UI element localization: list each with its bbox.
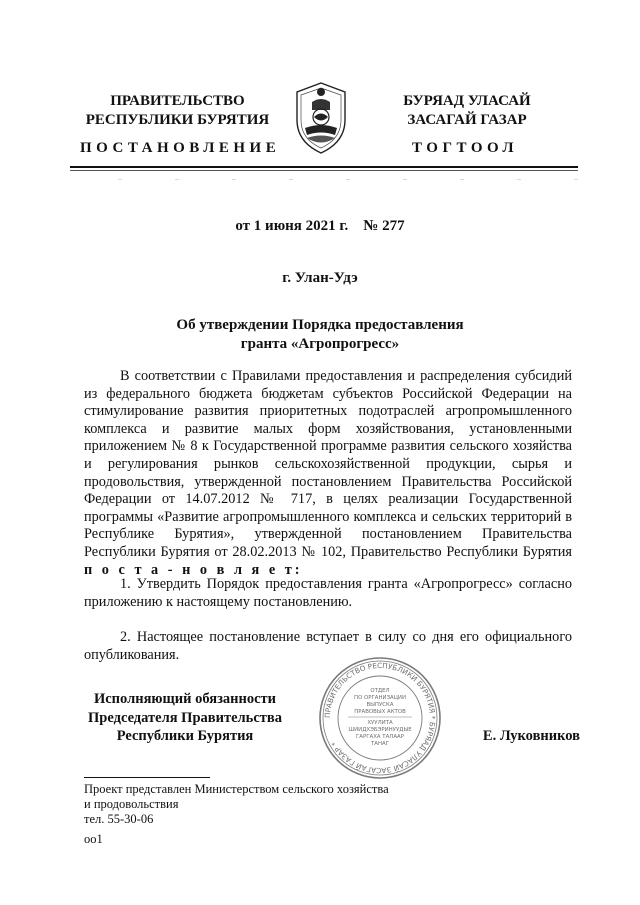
svg-text:ПРАВИТЕЛЬСТВО РЕСПУБЛИКИ БУРЯТ [323,661,437,775]
header-left-line1: ПРАВИТЕЛЬСТВО [110,93,245,109]
body-paragraph-1-text: В соответствии с Правилами предоставления и распределения субсидий из федерального бюджета бюджетам субъектов Российской Федерации на стимулирование развития приоритетных подотраслей агропромышленного комплекса и развитие малых форм хозяйствования, установленными приложением № 8 к Государственной программе развития сельского хозяйства и регулирования рынков сельскохозяйственной продукции, сырья и продовольствия, утвержденной постановлением Правительства Российской Федерации от 14.07.2012 № 717, в целях реализации Государственной программы «Развитие агропромышленного комплекса и сельских территорий в Республике Бурятия», утвержденной постановлением Правительства Республики Бурятия от 28.02.2013 № 102, Правительство Республики Бурятия [84,368,572,560]
header-right-line1: БУРЯАД УЛАСАЙ [403,93,531,109]
city: г. Улан-Удэ [282,270,358,286]
footer-line1: Проект представлен Министерством сельского хозяйства [84,782,389,796]
stamp-inner-line-3: ВЫПУСКА [366,702,394,708]
doc-title-line2: гранта «Агропрогресс» [240,336,400,352]
header-rule-thin [70,170,578,171]
footer-code: оо1 [84,832,103,846]
doc-title [80,316,560,354]
signature-position [80,690,290,746]
stamp-inner-line-1: ОТДЕЛ [370,688,390,694]
header-rule-thick [70,166,578,168]
stamp-outer-text: ПРАВИТЕЛЬСТВО РЕСПУБЛИКИ БУРЯТИЯ * БУРЯАД УЛАСАЙ ЗАСАГАЙ ГАЗАР * [322,660,438,776]
header-dot-row: .. .. .. .. .. .. .. .. .. [118,173,578,182]
doc-title-line1: Об утверждении Порядка предоставления [176,317,464,333]
buryatia-coat-of-arms-icon [290,80,352,156]
stamp-inner-line-5: ХУУЛИТА [367,720,393,726]
doc-type-left: ПОСТАНОВЛЕНИЕ [80,140,281,156]
header-left-line2: РЕСПУБЛИКИ БУРЯТИЯ [85,112,270,128]
stamp-inner-line-7: ГАРГАХА ТАЛААР [356,734,404,740]
footer-line2: и продовольствия [84,797,179,811]
stamp-inner-line-8: ТАНАГ [370,741,390,747]
body-paragraph-1 [84,368,572,579]
body-paragraph-1-resolves: п о с т а - н о в л я е т: [84,561,303,578]
body-paragraph-2-text: 1. Утвердить Порядок предоставления гранта «Агропрогресс» согласно приложению к настоящему постановлению. [84,576,572,610]
header-right [362,92,572,130]
footer-line3: тел. 55-30-06 [84,812,154,826]
official-stamp [318,656,442,780]
stamp-inner-line-4: ПРАВОВЫХ АКТОВ [354,709,406,715]
body-paragraph-2 [84,576,572,611]
stamp-inner-line-2: ПО ОРГАНИЗАЦИИ [354,695,406,701]
header-left [70,92,285,130]
header-right-line2: ЗАСАГАЙ ГАЗАР [407,112,527,128]
signature-line1: Исполняющий обязанности [93,691,277,707]
signature-line2: Председателя Правительства [88,709,282,726]
stamp-inner-line-6: ШИИДХЭБЭРИНУУДЫЕ [348,727,412,733]
footer-rule [84,777,210,778]
doc-type-right: ТОГТООЛ [412,140,519,156]
signature-name: Е. Луковников [482,728,580,744]
date-number: от 1 июня 2021 г. № 277 [235,218,405,234]
body-paragraph-3-text: 2. Настоящее постановление вступает в силу со дня его официального опубликования. [84,629,572,663]
signature-line3: Республики Бурятия [116,728,254,744]
footer-note [84,782,504,827]
